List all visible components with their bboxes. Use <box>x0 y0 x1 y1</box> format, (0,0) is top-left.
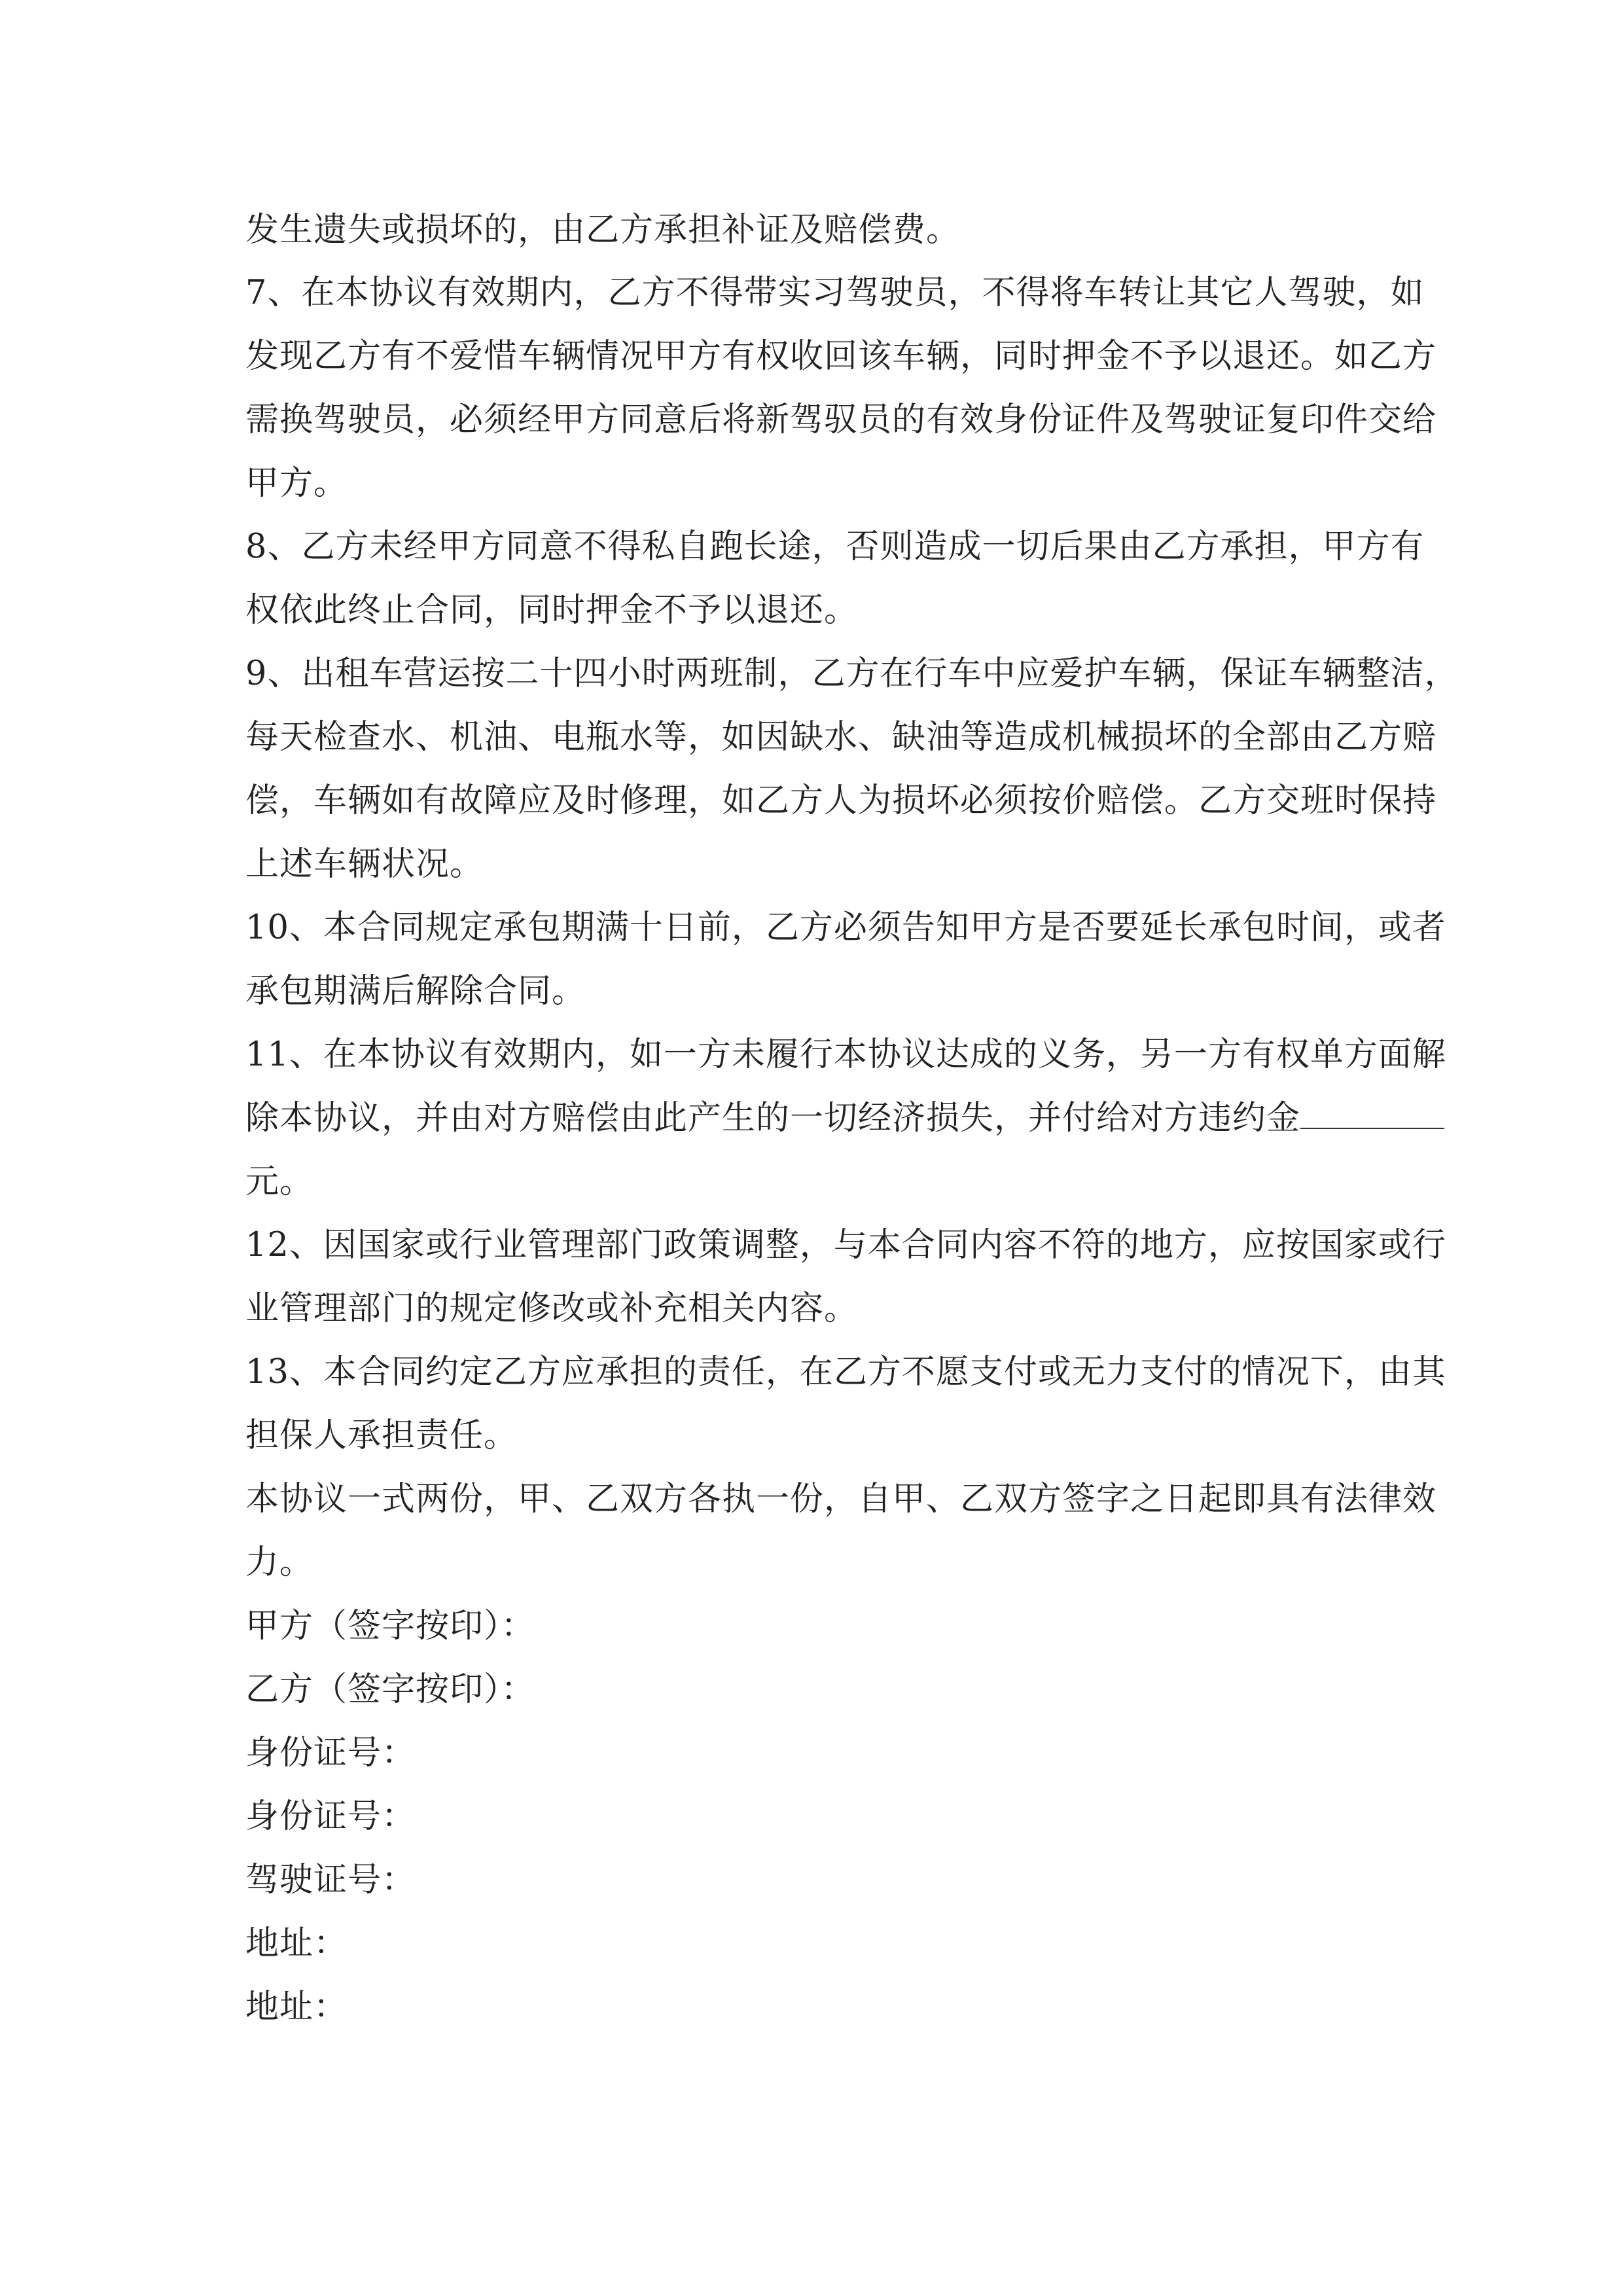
clause-13-line-2: 担保人承担责任。 <box>245 1416 518 1455</box>
clause-10-line-2: 承包期满后解除合同。 <box>245 972 586 1011</box>
clause-9-line-3: 偿，车辆如有故障应及时修理，如乙方人为损坏必须按价赔偿。乙方交班时保持 <box>245 781 1437 820</box>
id-number-field: 身份证号： <box>245 1734 416 1772</box>
driver-license-field: 驾驶证号： <box>245 1861 416 1899</box>
clause-12-line-1: 12、因国家或行业管理部门政策调整，与本合同内容不符的地方，应按国家或行 <box>245 1226 1446 1265</box>
clause-9-line-1: 9、出租车营运按二十四小时两班制，乙方在行车中应爱护车辆，保证车辆整洁， <box>245 655 1459 693</box>
clause-8-line-2: 权依此终止合同，同时押金不予以退还。 <box>245 591 859 630</box>
address-field: 地址： <box>245 1988 348 2026</box>
clause-7-line-4: 甲方。 <box>245 464 348 503</box>
clause-13-line-1: 13、本合同约定乙方应承担的责任，在乙方不愿支付或无力支付的情况下，由其 <box>245 1353 1446 1391</box>
clause-7-line-1: 7、在本协议有效期内，乙方不得带实习驾驶员，不得将车转让其它人驾驶，如 <box>245 274 1425 312</box>
clause-8-line-1: 8、乙方未经甲方同意不得私自跑长途，否则造成一切后果由乙方承担，甲方有 <box>245 528 1425 566</box>
closing-line-1: 本协议一式两份，甲、乙双方各执一份，自甲、乙双方签字之日起即具有法律效 <box>245 1480 1437 1518</box>
address-field: 地址： <box>245 1924 348 1963</box>
clause-11-line-3: 元。 <box>245 1162 314 1201</box>
clause-7-line-2: 发现乙方有不爱惜车辆情况甲方有权收回该车辆，同时押金不予以退还。如乙方 <box>245 337 1437 376</box>
clause-11-line-2 <box>245 1099 1378 1138</box>
party-b-signature-field: 乙方（签字按印）： <box>245 1670 535 1709</box>
clause-10-line-1: 10、本合同规定承包期满十日前，乙方必须告知甲方是否要延长承包时间，或者 <box>245 908 1446 947</box>
clause-7-line-3: 需换驾驶员，必须经甲方同意后将新驾驭员的有效身份证件及驾驶证复印件交给 <box>245 401 1437 439</box>
clause-11-text: 除本协议，并由对方赔偿由此产生的一切经济损失，并付给对方违约金 <box>245 1099 1301 1138</box>
clause-9-line-2: 每天检查水、机油、电瓶水等，如因缺水、缺油等造成机械损坏的全部由乙方赔 <box>245 718 1437 757</box>
clause-12-line-2: 业管理部门的规定修改或补充相关内容。 <box>245 1289 859 1328</box>
text-line: 发生遗失或损坏的，由乙方承担补证及赔偿费。 <box>245 211 961 249</box>
penalty-amount-blank <box>1300 1102 1444 1129</box>
clause-11-line-1: 11、在本协议有效期内，如一方未履行本协议达成的义务，另一方有权单方面解 <box>245 1035 1446 1074</box>
id-number-field: 身份证号： <box>245 1797 416 1836</box>
clause-9-line-4: 上述车辆状况。 <box>245 845 484 884</box>
party-a-signature-field: 甲方（签字按印）： <box>245 1607 535 1645</box>
closing-line-2: 力。 <box>245 1543 314 1582</box>
